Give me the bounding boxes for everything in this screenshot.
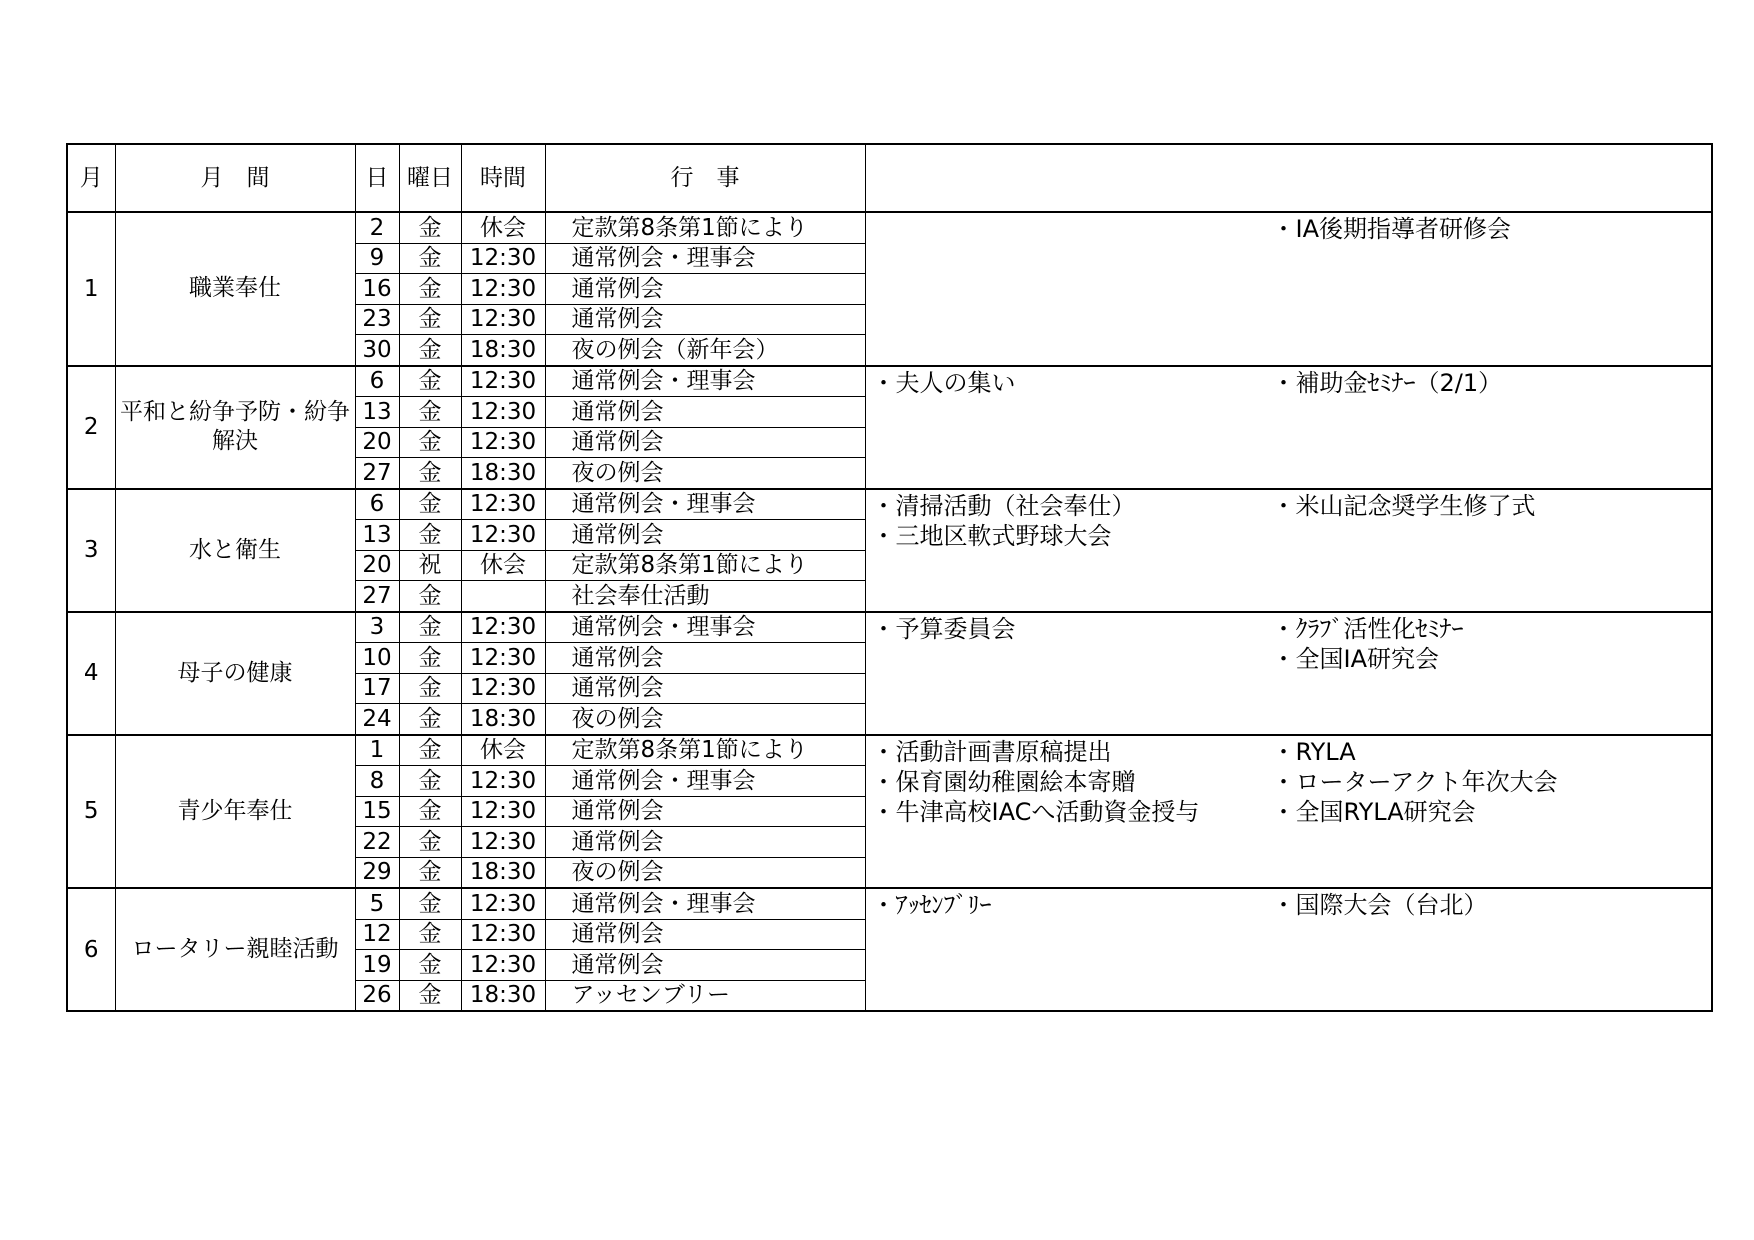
- event-cell: 通常例会・理事会: [545, 489, 865, 520]
- weekday-cell: 金: [399, 612, 461, 643]
- note-item: ・全国RYLA研究会: [1271, 797, 1476, 826]
- event-cell: 通常例会・理事会: [545, 612, 865, 643]
- month-number: 2: [67, 366, 115, 489]
- header-notes: [865, 144, 1712, 212]
- note-item: ・ｸﾗﾌﾞ活性化ｾﾐﾅｰ: [1271, 614, 1464, 643]
- time-cell: 休会: [461, 550, 545, 581]
- day-cell: 17: [355, 673, 399, 704]
- day-cell: 1: [355, 735, 399, 766]
- time-cell: 12:30: [461, 274, 545, 305]
- weekday-cell: 金: [399, 212, 461, 243]
- note-item: ・保育園幼稚園絵本寄贈: [871, 767, 1136, 796]
- notes-column-district: [1272, 890, 1712, 920]
- notes-column-district: [1272, 614, 1712, 674]
- month-number: 4: [67, 612, 115, 735]
- weekday-cell: 金: [399, 274, 461, 305]
- day-cell: 20: [355, 550, 399, 581]
- time-cell: 12:30: [461, 612, 545, 643]
- weekday-cell: 金: [399, 397, 461, 428]
- event-cell: 通常例会: [545, 274, 865, 305]
- day-cell: 24: [355, 704, 399, 735]
- month-theme: 職業奉仕: [115, 212, 355, 366]
- month-theme: 平和と紛争予防・紛争解決: [115, 366, 355, 489]
- day-cell: 5: [355, 888, 399, 919]
- note-item: ・IA後期指導者研修会: [1271, 215, 1511, 243]
- notes-column-district: [1272, 737, 1712, 827]
- time-cell: 休会: [461, 212, 545, 243]
- weekday-cell: 金: [399, 304, 461, 335]
- schedule-table: [66, 143, 1713, 1012]
- event-cell: 通常例会・理事会: [545, 766, 865, 797]
- header-event: 行 事: [545, 144, 865, 212]
- note-item: ・三地区軟式野球大会: [871, 521, 1112, 550]
- event-cell: 通常例会: [545, 427, 865, 458]
- time-cell: 12:30: [461, 366, 545, 397]
- schedule-row: [67, 212, 1712, 243]
- day-cell: 22: [355, 827, 399, 858]
- weekday-cell: 祝: [399, 550, 461, 581]
- day-cell: 26: [355, 980, 399, 1011]
- weekday-cell: 金: [399, 766, 461, 797]
- month-number: 3: [67, 489, 115, 612]
- event-cell: 通常例会: [545, 827, 865, 858]
- day-cell: 6: [355, 366, 399, 397]
- month-notes: [865, 612, 1712, 735]
- weekday-cell: 金: [399, 458, 461, 489]
- event-cell: 定款第8条第1節により: [545, 550, 865, 581]
- note-item: ・米山記念奨学生修了式: [1271, 491, 1536, 520]
- weekday-cell: 金: [399, 888, 461, 919]
- notes-column-local: [866, 491, 1272, 551]
- month-number: 5: [67, 735, 115, 889]
- event-cell: 通常例会: [545, 796, 865, 827]
- note-item: ・夫人の集い: [871, 368, 1016, 397]
- time-cell: 12:30: [461, 950, 545, 981]
- time-cell: 18:30: [461, 704, 545, 735]
- event-cell: 夜の例会（新年会）: [545, 335, 865, 366]
- day-cell: 20: [355, 427, 399, 458]
- time-cell: 12:30: [461, 489, 545, 520]
- time-cell: 12:30: [461, 766, 545, 797]
- day-cell: 3: [355, 612, 399, 643]
- note-item: ・補助金ｾﾐﾅｰ（2/1）: [1271, 368, 1503, 397]
- day-cell: 13: [355, 397, 399, 428]
- time-cell: 18:30: [461, 458, 545, 489]
- weekday-cell: 金: [399, 427, 461, 458]
- day-cell: 27: [355, 581, 399, 612]
- weekday-cell: 金: [399, 857, 461, 888]
- notes-column-local: [866, 737, 1272, 827]
- time-cell: 12:30: [461, 397, 545, 428]
- event-cell: 通常例会・理事会: [545, 888, 865, 919]
- notes-column-district: [1272, 491, 1712, 551]
- note-item: ・牛津高校IACへ活動資金授与: [871, 797, 1200, 826]
- weekday-cell: 金: [399, 950, 461, 981]
- day-cell: 30: [355, 335, 399, 366]
- header-theme: 月 間: [115, 144, 355, 212]
- time-cell: 12:30: [461, 796, 545, 827]
- time-cell: 12:30: [461, 643, 545, 674]
- time-cell: 12:30: [461, 827, 545, 858]
- note-item: ・RYLA: [1271, 737, 1356, 766]
- time-cell: 12:30: [461, 520, 545, 551]
- event-cell: 通常例会: [545, 304, 865, 335]
- weekday-cell: 金: [399, 643, 461, 674]
- weekday-cell: 金: [399, 581, 461, 612]
- weekday-cell: 金: [399, 919, 461, 950]
- time-cell: 18:30: [461, 335, 545, 366]
- event-cell: 定款第8条第1節により: [545, 735, 865, 766]
- note-item: ・活動計画書原稿提出: [871, 737, 1112, 766]
- weekday-cell: 金: [399, 735, 461, 766]
- day-cell: 10: [355, 643, 399, 674]
- time-cell: 12:30: [461, 304, 545, 335]
- header-day: 日: [355, 144, 399, 212]
- time-cell: 18:30: [461, 980, 545, 1011]
- month-notes: [865, 489, 1712, 612]
- schedule-row: [67, 888, 1712, 919]
- day-cell: 9: [355, 243, 399, 274]
- event-cell: 通常例会: [545, 643, 865, 674]
- event-cell: 通常例会: [545, 950, 865, 981]
- weekday-cell: 金: [399, 980, 461, 1011]
- weekday-cell: 金: [399, 366, 461, 397]
- header-time: 時間: [461, 144, 545, 212]
- schedule-body: [67, 212, 1712, 1011]
- schedule-row: [67, 489, 1712, 520]
- day-cell: 12: [355, 919, 399, 950]
- event-cell: 通常例会: [545, 520, 865, 551]
- notes-column-district: [1272, 214, 1712, 244]
- weekday-cell: 金: [399, 796, 461, 827]
- month-notes: [865, 212, 1712, 366]
- month-number: 1: [67, 212, 115, 366]
- weekday-cell: 金: [399, 673, 461, 704]
- schedule-row: [67, 735, 1712, 766]
- weekday-cell: 金: [399, 243, 461, 274]
- day-cell: 15: [355, 796, 399, 827]
- notes-column-local: [866, 614, 1272, 674]
- event-cell: アッセンブリー: [545, 980, 865, 1011]
- note-item: ・予算委員会: [871, 614, 1016, 643]
- event-cell: 夜の例会: [545, 857, 865, 888]
- month-theme: 母子の健康: [115, 612, 355, 735]
- note-item: ・全国IA研究会: [1271, 644, 1439, 673]
- month-notes: [865, 735, 1712, 889]
- time-cell: [461, 581, 545, 612]
- event-cell: 定款第8条第1節により: [545, 212, 865, 243]
- time-cell: 12:30: [461, 243, 545, 274]
- time-cell: 12:30: [461, 427, 545, 458]
- event-cell: 夜の例会: [545, 458, 865, 489]
- weekday-cell: 金: [399, 489, 461, 520]
- note-item: ・ローターアクト年次大会: [1271, 767, 1558, 796]
- day-cell: 13: [355, 520, 399, 551]
- event-cell: 通常例会: [545, 673, 865, 704]
- time-cell: 12:30: [461, 888, 545, 919]
- event-cell: 通常例会・理事会: [545, 243, 865, 274]
- notes-column-local: [866, 890, 1272, 920]
- day-cell: 23: [355, 304, 399, 335]
- month-theme: ロータリー親睦活動: [115, 888, 355, 1011]
- time-cell: 休会: [461, 735, 545, 766]
- schedule-row: [67, 612, 1712, 643]
- note-item: ・清掃活動（社会奉仕）: [871, 491, 1136, 520]
- weekday-cell: 金: [399, 335, 461, 366]
- day-cell: 19: [355, 950, 399, 981]
- time-cell: 12:30: [461, 919, 545, 950]
- notes-column-district: [1272, 368, 1712, 398]
- weekday-cell: 金: [399, 827, 461, 858]
- month-theme: 青少年奉仕: [115, 735, 355, 889]
- day-cell: 8: [355, 766, 399, 797]
- day-cell: 29: [355, 857, 399, 888]
- day-cell: 16: [355, 274, 399, 305]
- schedule-row: [67, 366, 1712, 397]
- notes-column-local: [866, 368, 1272, 398]
- notes-column-local: [866, 214, 1272, 244]
- event-cell: 通常例会・理事会: [545, 366, 865, 397]
- month-notes: [865, 888, 1712, 1011]
- time-cell: 12:30: [461, 673, 545, 704]
- day-cell: 6: [355, 489, 399, 520]
- note-item: ・国際大会（台北）: [1271, 891, 1488, 919]
- event-cell: 社会奉仕活動: [545, 581, 865, 612]
- note-item: ・ｱｯｾﾝﾌﾞﾘｰ: [871, 891, 992, 919]
- month-number: 6: [67, 888, 115, 1011]
- weekday-cell: 金: [399, 704, 461, 735]
- weekday-cell: 金: [399, 520, 461, 551]
- header-month: 月: [67, 144, 115, 212]
- month-notes: [865, 366, 1712, 489]
- day-cell: 2: [355, 212, 399, 243]
- header-weekday: 曜日: [399, 144, 461, 212]
- header-row: [67, 144, 1712, 212]
- event-cell: 通常例会: [545, 919, 865, 950]
- time-cell: 18:30: [461, 857, 545, 888]
- event-cell: 通常例会: [545, 397, 865, 428]
- event-cell: 夜の例会: [545, 704, 865, 735]
- day-cell: 27: [355, 458, 399, 489]
- month-theme: 水と衛生: [115, 489, 355, 612]
